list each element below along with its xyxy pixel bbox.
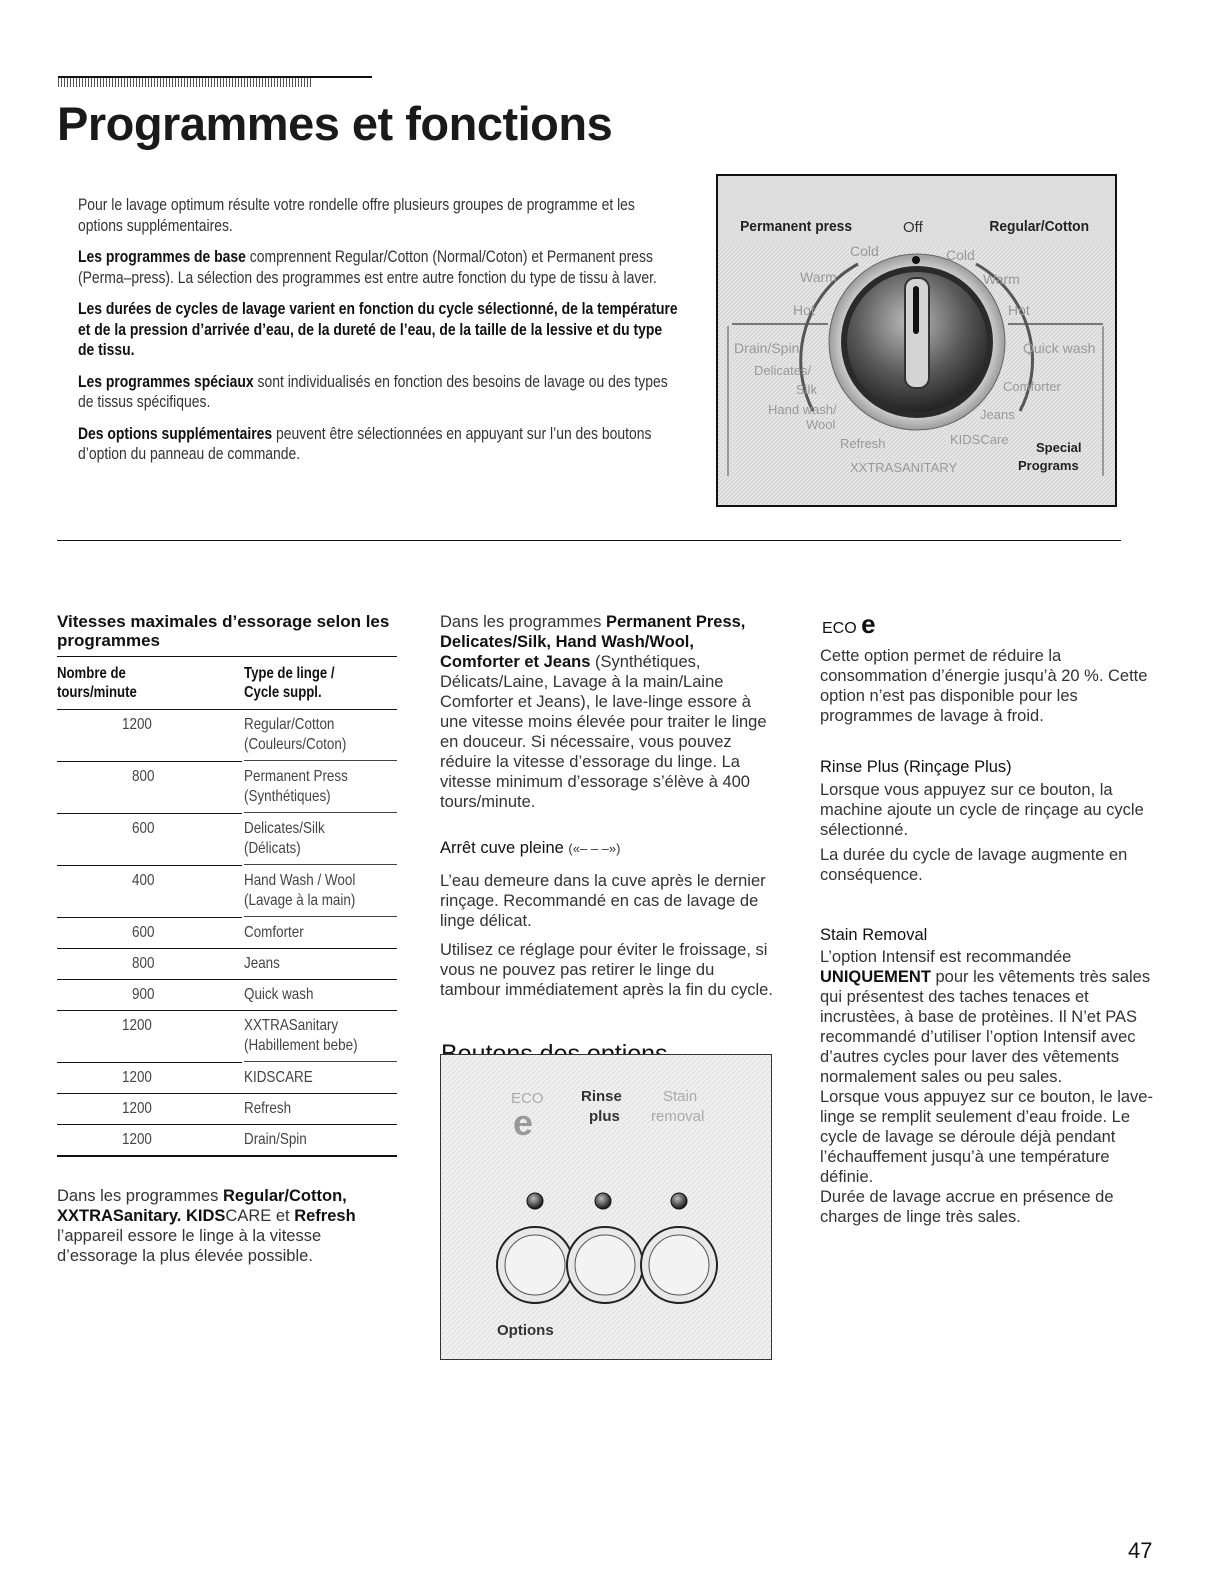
- dial-refresh: Refresh: [840, 436, 886, 451]
- spin-table-row-rule: [57, 1155, 397, 1157]
- spin-table-type: Regular/Cotton: [244, 716, 335, 733]
- intro-p4: Les programmes spéciaux sont individualisés en fonction des besoins de lavage ou des types de tissus spécifiques.: [78, 372, 668, 411]
- rinse-plus-text1: Lorsque vous appuyez sur ce bouton, la machine ajoute un cycle de rinçage au cycle sélectionné.: [820, 781, 1144, 839]
- rinse-plus-title: Rinse Plus (Rinçage Plus): [820, 758, 1012, 776]
- spin-table-type: Quick wash: [244, 986, 314, 1003]
- dial-hand-wash: Hand wash/: [768, 402, 837, 417]
- spin-table-type: Hand Wash / Wool: [244, 872, 356, 889]
- spin-table-type: KIDSCARE: [244, 1069, 313, 1086]
- eco-title: ECO e: [822, 609, 876, 639]
- spin-table-sub-rule: [244, 864, 397, 865]
- dial-permanent-press: Permanent press: [740, 218, 853, 236]
- arret-cuve-title: Arrêt cuve pleine («– – –»): [440, 839, 621, 857]
- spin-table-row-rule: [57, 948, 397, 949]
- spin-table-header-rule: [57, 709, 397, 710]
- dial-delicates: Delicates/: [754, 363, 812, 378]
- dial-illustration: [718, 176, 1115, 505]
- spin-table-type: Refresh: [244, 1100, 292, 1117]
- spin-table-rpm: 800: [132, 768, 155, 785]
- rinse-plus-text2: La durée du cycle de lavage augmente en conséquence.: [820, 846, 1128, 884]
- dial-special: Special: [1036, 440, 1082, 455]
- dial-warm-left: Warm: [800, 269, 837, 285]
- spin-table-rpm: 900: [132, 986, 155, 1003]
- spin-table-row-rule: [57, 1124, 397, 1125]
- dial-comforter: Comforter: [1003, 379, 1061, 394]
- spin-table-row-rule: [57, 1093, 397, 1094]
- rinse-plus-button[interactable]: [567, 1227, 643, 1303]
- dial-regular-cotton: Regular/Cotton: [989, 218, 1090, 236]
- spin-table-rpm: 1200: [122, 716, 152, 733]
- spin-table-header-type: Type de linge / Cycle suppl.: [244, 665, 335, 701]
- spin-table-rpm: 1200: [122, 1131, 152, 1148]
- spin-table-type-detail: (Délicats): [244, 840, 301, 857]
- spin-table-type: Jeans: [244, 955, 280, 972]
- spin-table-rpm: 600: [132, 924, 155, 941]
- intro-p3: Les durées de cycles de lavage varient en fonction du cycle sélectionné, de la température et de la pression d’arrivée d’eau, de la dureté de l’eau, de la taille de la lessive et du type de tissu.: [78, 300, 678, 359]
- spin-note: Dans les programmes Regular/Cotton, XXTRASanitary. KIDSCARE et Refresh l’appareil essore le linge à la vitesse d’essorage la plus élevée possible.: [57, 1187, 356, 1265]
- dial-hot-right: Hot: [1008, 302, 1030, 318]
- dial-wool: Wool: [806, 417, 836, 432]
- arret-cuve-p2: Utilisez ce réglage pour éviter le froissage, si vous ne pouvez pas retirer le linge du tambour immédiatement après la fin du cycle.: [440, 941, 773, 999]
- spin-table-rpm: 1200: [122, 1017, 152, 1034]
- spin-table-row-rule: [57, 865, 242, 866]
- option-eco-e: e: [513, 1102, 534, 1143]
- spin-table-row-rule: [57, 813, 242, 814]
- spin-table-sub-rule: [244, 760, 397, 761]
- spin-table-type-detail: (Couleurs/Coton): [244, 736, 347, 753]
- spin-table-type: Delicates/Silk: [244, 820, 325, 837]
- dial-cold-left: Cold: [850, 243, 879, 259]
- eco-button[interactable]: [497, 1227, 573, 1303]
- dial-kidscare: KIDSCare: [950, 432, 1009, 447]
- section-divider: [57, 540, 1121, 541]
- option-stain-label: Stain: [663, 1088, 698, 1105]
- spin-table-row-rule: [57, 917, 242, 918]
- intro-p2: Les programmes de base comprennent Regular/Cotton (Normal/Coton) et Permanent press (Perma–press). La sélection des programmes est entre autre fonction du type de tissu à laver.: [78, 248, 657, 287]
- stain-removal-title: Stain Removal: [820, 926, 928, 944]
- dial-xxtra: XXTRASANITARY: [850, 460, 958, 475]
- intro-p1: Pour le lavage optimum résulte votre rondelle offre plusieurs groupes de programme et les options supplémentaires.: [78, 196, 635, 235]
- options-illustration: [441, 1055, 771, 1359]
- option-removal-label: removal: [651, 1108, 705, 1125]
- spin-table-row-rule: [57, 1062, 242, 1063]
- stain-led-icon: [671, 1193, 687, 1209]
- header-hatch: [58, 78, 313, 87]
- spin-table-row-rule: [57, 1010, 397, 1011]
- dial-quick-wash: Quick wash: [1023, 340, 1096, 356]
- spin-table-sub-rule: [244, 812, 397, 813]
- intro-text: [78, 195, 678, 476]
- spin-table-sub-rule: [244, 916, 397, 917]
- rinse-led-icon: [595, 1193, 611, 1209]
- dial-hot-left: Hot: [793, 302, 815, 318]
- spin-table-sub-rule: [244, 1061, 397, 1062]
- spin-table-type: Comforter: [244, 924, 304, 941]
- spin-table-type-detail: (Lavage à la main): [244, 892, 356, 909]
- page-number: 47: [1128, 1538, 1153, 1563]
- spin-table-rpm: 1200: [122, 1100, 152, 1117]
- spin-table-rpm: 800: [132, 955, 155, 972]
- spin-table-rpm: 400: [132, 872, 155, 889]
- spin-table-rpm: 1200: [122, 1069, 152, 1086]
- spin-table-row-rule: [57, 979, 397, 980]
- arret-cuve-p1: L’eau demeure dans la cuve après le dernier rinçage. Recommandé en cas de lavage de linge délicat.: [440, 872, 766, 930]
- reduced-spin-text: Dans les programmes Permanent Press, Delicates/Silk, Hand Wash/Wool, Comforter et Jeans (Synthétiques, Délicats/Laine, Lavage à la main/Laine Comforter et Jeans), le lave-linge essore à une vitesse moins élevée pour traiter le linge en douceur. Si nécessaire, vous pouvez réduire la vitesse d’essorage du linge. La vitesse minimum d’essorage s’élève à 400 tours/minute.: [440, 613, 767, 811]
- eco-text: Cette option permet de réduire la consommation d’énergie jusqu’à 20 %. Cette option n’est pas disponible pour les programmes de lavage à froid.: [820, 647, 1148, 725]
- option-rinse-label: Rinse: [581, 1088, 622, 1105]
- spin-table-row-rule: [57, 761, 242, 762]
- spin-table-header-rpm: Nombre de tours/minute: [57, 665, 137, 701]
- spin-table-type-detail: (Habillement bebe): [244, 1037, 358, 1054]
- spin-table-rpm: 600: [132, 820, 155, 837]
- spin-table-title: Vitesses maximales d’essorage selon les programmes: [57, 612, 390, 650]
- program-dial-image: [716, 174, 1117, 507]
- dial-warm-right: Warm: [983, 271, 1020, 287]
- spin-table-type: Permanent Press: [244, 768, 348, 785]
- eco-led-icon: [527, 1193, 543, 1209]
- spin-table-type: Drain/Spin: [244, 1131, 307, 1148]
- dial-jeans: Jeans: [980, 407, 1015, 422]
- spin-table-type-detail: (Synthétiques): [244, 788, 331, 805]
- option-eco-label: ECO: [511, 1090, 544, 1107]
- options-caption: Options: [497, 1322, 554, 1339]
- stain-removal-text: L’option Intensif est recommandée UNIQUEMENT pour les vêtements très sales qui présentest des taches tenaces et incrustèes, à base de protèines. Il N’et PAS recommandé d’utiliser l’option Intensif avec d’autres cycles pour laver des vêtements normalement sales ou peu sales. Lorsque vous appuyez sur ce bouton, le lave-linge se remplit seulement d’eau froide. Le cycle de lavage se déroule déjà pendant l’échauffement jusqu’à une température définie. Durée de lavage accrue en présence de charges de linge très sales.: [820, 948, 1153, 1226]
- dial-programs: Programs: [1018, 458, 1079, 473]
- options-panel-image: [440, 1054, 772, 1360]
- page-title: Programmes et fonctions: [57, 97, 613, 150]
- spin-table-top-rule: [57, 656, 397, 657]
- dial-off: Off: [903, 219, 923, 236]
- stain-removal-button[interactable]: [641, 1227, 717, 1303]
- dial-silk: Silk: [796, 382, 817, 397]
- dial-drain-spin: Drain/Spin: [734, 340, 800, 356]
- option-plus-label: plus: [589, 1108, 620, 1125]
- spin-table-type: XXTRASanitary: [244, 1017, 339, 1034]
- dial-cold-right: Cold: [946, 247, 975, 263]
- intro-p5: Des options supplémentaires peuvent être sélectionnées en appuyant sur l’un des boutons d’option du panneau de commande.: [78, 424, 652, 463]
